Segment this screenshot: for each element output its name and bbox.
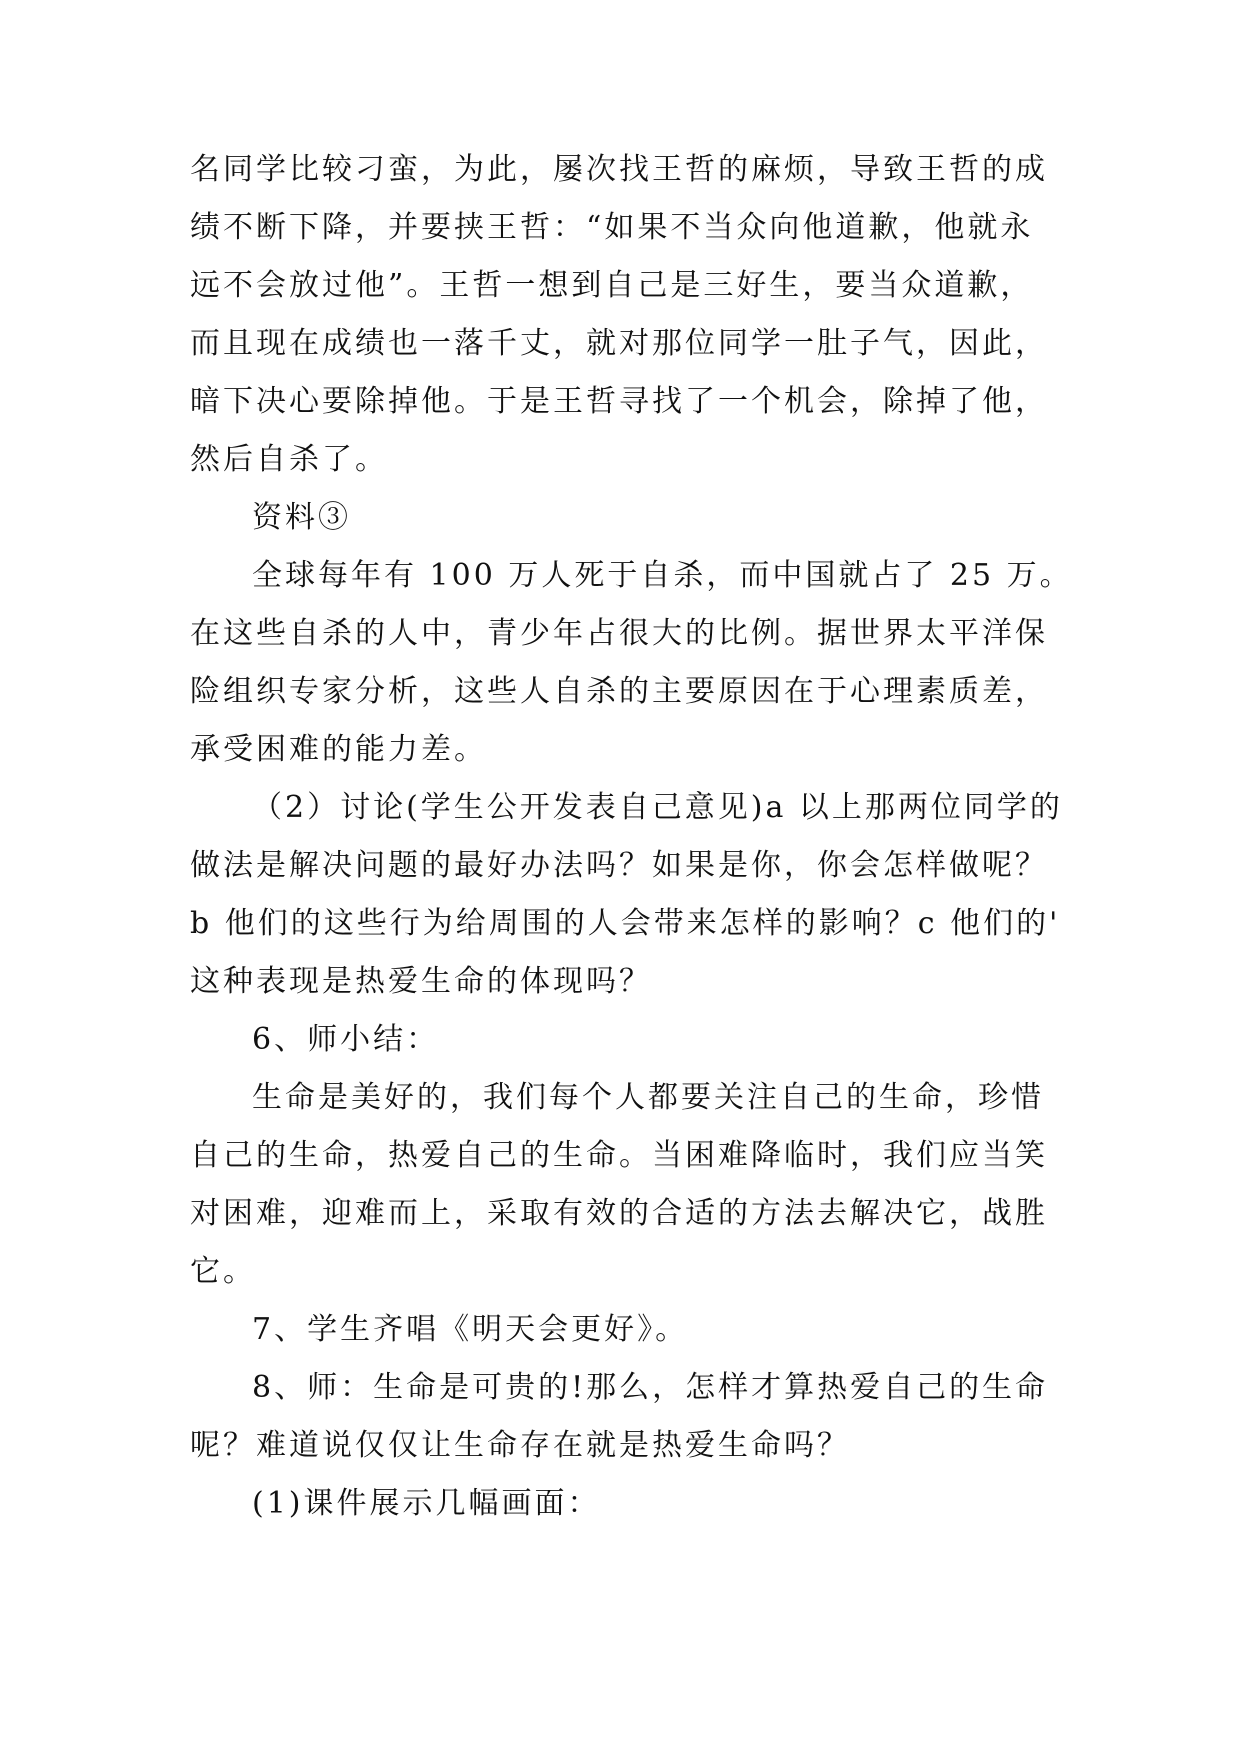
- text-line: 对困难，迎难而上，采取有效的合适的方法去解决它，战胜: [190, 1196, 1048, 1231]
- text-line: 然后自杀了。: [190, 442, 388, 477]
- text-line: 呢？难道说仅仅让生命存在就是热爱生命吗？: [190, 1428, 850, 1463]
- text-line: b 他们的这些行为给周围的人会带来怎样的影响？c 他们的': [190, 906, 1061, 941]
- text-line: 在这些自杀的人中，青少年占很大的比例。据世界太平洋保: [190, 616, 1048, 651]
- text-line: 7、学生齐唱《明天会更好》。: [252, 1312, 689, 1347]
- text-line: 生命是美好的，我们每个人都要关注自己的生命，珍惜: [252, 1080, 1044, 1115]
- text-line: 自己的生命，热爱自己的生命。当困难降临时，我们应当笑: [190, 1138, 1048, 1173]
- text-line: 做法是解决问题的最好办法吗？如果是你，你会怎样做呢？: [190, 848, 1048, 883]
- text-line: 名同学比较刁蛮，为此，屡次找王哲的麻烦，导致王哲的成: [190, 152, 1048, 187]
- text-line: 绩不断下降，并要挟王哲：“如果不当众向他道歉，他就永: [190, 210, 1034, 245]
- section-heading: 资料③: [252, 500, 351, 535]
- text-line: 远不会放过他”。王哲一想到自己是三好生，要当众道歉，: [190, 268, 1034, 303]
- text-line: 它。: [190, 1254, 256, 1289]
- text-line: 全球每年有 100 万人死于自杀，而中国就占了 25 万。: [252, 558, 1073, 593]
- text-line: 承受困难的能力差。: [190, 732, 487, 767]
- text-line: 暗下决心要除掉他。于是王哲寻找了一个机会，除掉了他，: [190, 384, 1048, 419]
- text-line: 险组织专家分析，这些人自杀的主要原因在于心理素质差，: [190, 674, 1048, 709]
- document-page: [190, 0, 1073, 1754]
- text-line: （2）讨论(学生公开发表自己意见)a 以上那两位同学的: [252, 790, 1063, 825]
- section-heading: 6、师小结：: [252, 1022, 440, 1057]
- text-line: 而且现在成绩也一落千丈，就对那位同学一肚子气，因此，: [190, 326, 1048, 361]
- text-line: 这种表现是热爱生命的体现吗？: [190, 964, 652, 999]
- text-line: (1)课件展示几幅画面：: [252, 1486, 601, 1521]
- text-line: 8、师：生命是可贵的!那么，怎样才算热爱自己的生命: [252, 1370, 1049, 1405]
